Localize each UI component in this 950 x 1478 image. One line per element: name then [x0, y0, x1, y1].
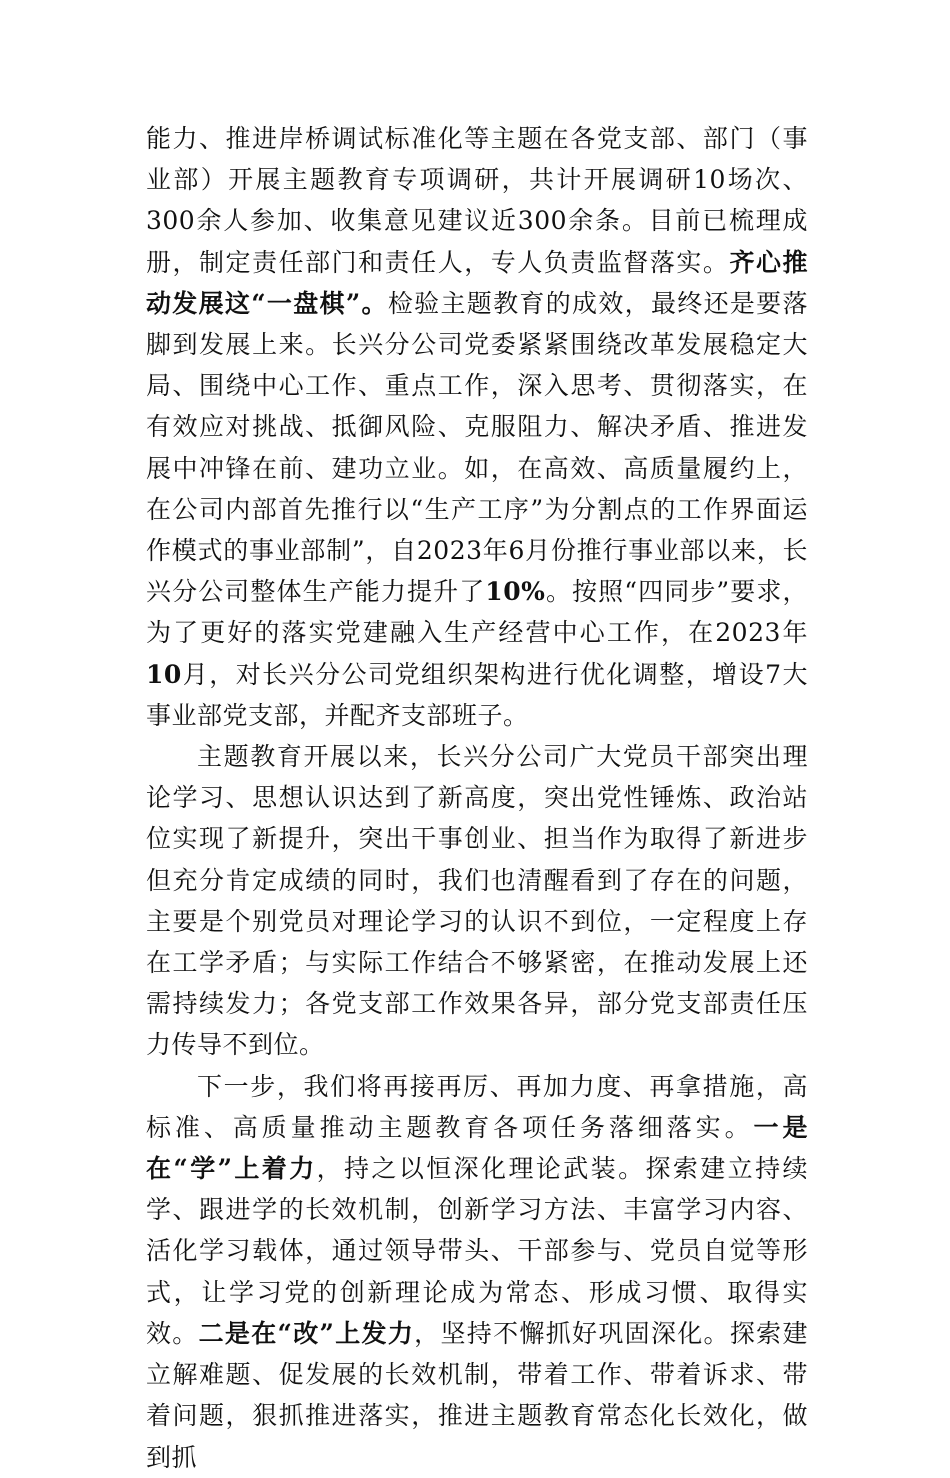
bold-figure-month: 10 — [146, 659, 182, 689]
text-run: 。按照“四同步”要求，为了更好的落实党建融入生产经营中心工作，在2023年 — [146, 577, 808, 648]
text-run: ，坚持不懈抓好巩固深化。探索建立解难题、促发展的长效机制，带着工作、带着诉求、带着问题，狠抓推进落实，推进主题教育常态化长效化，做到抓 — [146, 1318, 808, 1472]
text-run: 主题教育开展以来，长兴分公司广大党员干部突出理论学习、思想认识达到了新高度，突出党性锤炼、政治站位实现了新提升，突出干事创业、担当作为取得了新进步但充分肯定成绩的同时，我们也清醒看到了存在的问题，主要是个别党员对理论学习的认识不到位，一定程度上存在工学矛盾；与实际工作结合不够紧密，在推动发展上还需持续发力；各党支部工作效果各异，部分党支部责任压力传导不到位。 — [146, 742, 808, 1060]
paragraph-research-and-development — [146, 118, 808, 736]
paragraph-next-steps — [146, 1066, 808, 1478]
bold-heading-study: 一是在“学”上着力 — [146, 1112, 808, 1184]
text-run: ，持之以恒深化理论武装。探索建立持续学、跟进学的长效机制，创新学习方法、丰富学习内容、活化学习载体，通过领导带头、干部参与、党员自觉等形式，让学习党的创新理论成为常态、形成习惯、取得实效。 — [146, 1154, 808, 1348]
bold-heading-reform: 二是在“改”上发力 — [198, 1318, 415, 1348]
bold-heading-promote-development: 齐心推动发展这“一盘棋”。 — [146, 247, 808, 318]
paragraph-achievements-and-problems — [146, 736, 808, 1066]
text-run: 检验主题教育的成效，最终还是要落脚到发展上来。长兴分公司党委紧紧围绕改革发展稳定大局、围绕中心工作、重点工作，深入思考、贯彻落实，在有效应对挑战、抵御风险、克服阻力、解决矛盾、推进发展中冲锋在前、建功立业。如，在高效、高质量履约上，在公司内部首先推行以“生产工序”为分割点的工作界面运作模式的事业部制”，自2023年6月份推行事业部以来，长兴分公司整体生产能力提升了 — [146, 288, 808, 607]
text-run: 月，对长兴分公司党组织架构进行优化调整，增设7大事业部党支部，并配齐支部班子。 — [146, 659, 808, 730]
document-body — [146, 118, 808, 1478]
text-run: 下一步，我们将再接再厉、再加力度、再拿措施，高标准、高质量推动主题教育各项任务落细落实。 — [146, 1071, 808, 1142]
bold-figure-percent: 10% — [485, 577, 546, 607]
text-run: 能力、推进岸桥调试标准化等主题在各党支部、部门（事业部）开展主题教育专项调研，共计开展调研10场次、300余人参加、收集意见建议近300余条。目前已梳理成册，制定责任部门和责任人，专人负责监督落实。 — [146, 124, 808, 277]
